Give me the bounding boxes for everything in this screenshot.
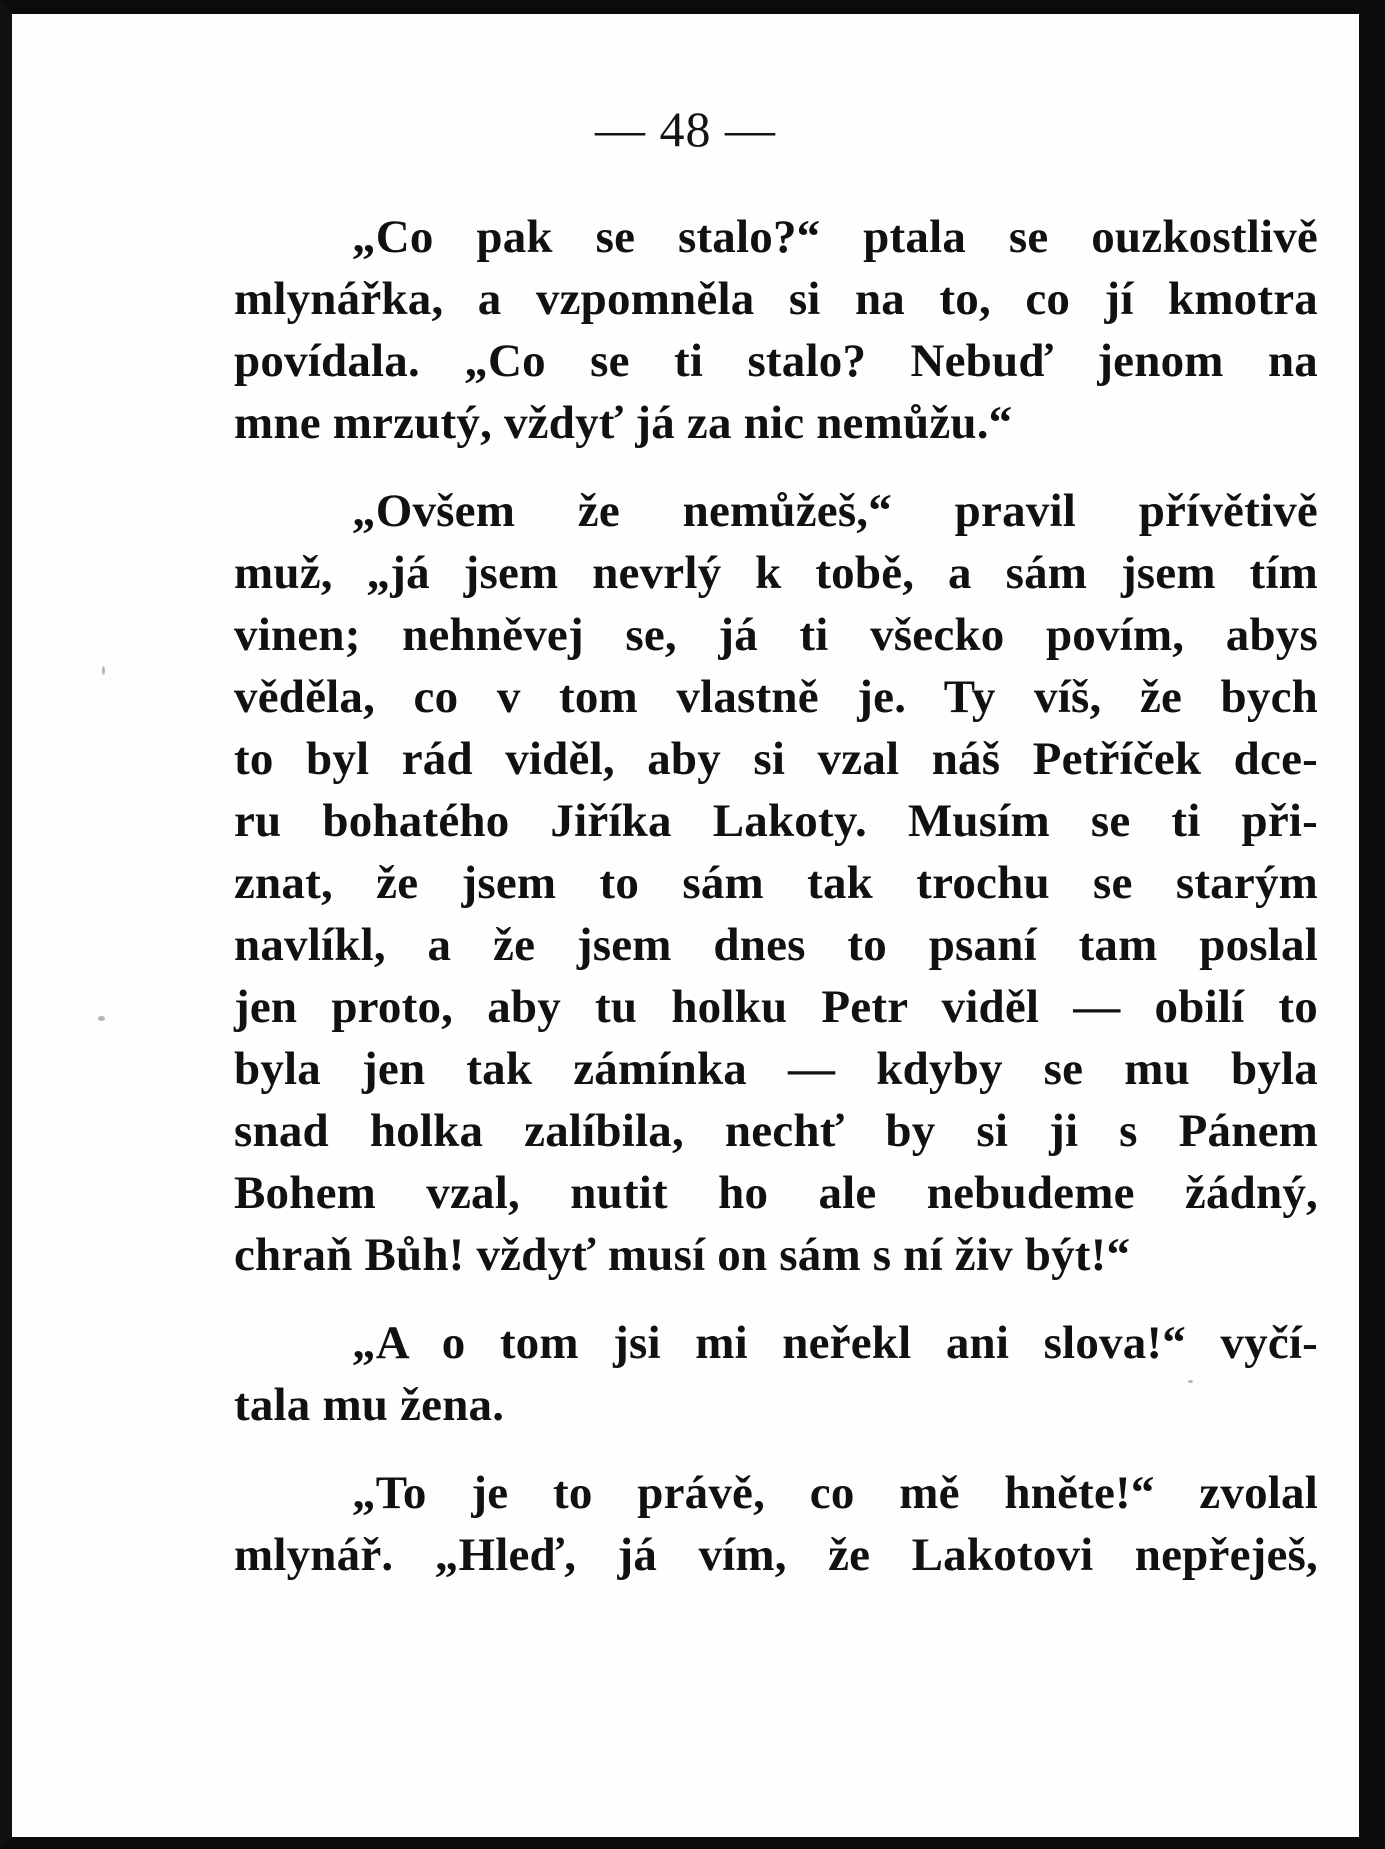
paragraph-3 xyxy=(234,1312,1318,1436)
text-line: muž, „já jsem nevrlý k tobě, a sám jsem tím xyxy=(234,547,1318,599)
text-line: „Ovšem že nemůžeš,“ pravil přívětivě xyxy=(352,485,1318,537)
text-line: „Co pak se stalo?“ ptala se ouzkostlivě xyxy=(352,211,1318,263)
text-line: mlynářka, a vzpomněla si na to, co jí kmotra xyxy=(234,273,1318,325)
paragraph-1 xyxy=(234,206,1318,454)
text-line: znat, že jsem to sám tak trochu se starým xyxy=(234,857,1318,909)
scan-speck xyxy=(1188,1380,1193,1383)
book-page xyxy=(12,14,1359,1837)
text-line: vinen; nehněvej se, já ti všecko povím, abys xyxy=(234,609,1318,661)
paragraph-4 xyxy=(234,1462,1318,1586)
text-line: byla jen tak zámínka — kdyby se mu byla xyxy=(234,1043,1318,1095)
scan-speck xyxy=(98,1016,105,1021)
text-line: mne mrzutý, vždyť já za nic nemůžu.“ xyxy=(234,397,1013,449)
text-line: snad holka zalíbila, nechť by si ji s Pánem xyxy=(234,1105,1318,1157)
paragraph-2 xyxy=(234,480,1318,1286)
text-line: chraň Bůh! vždyť musí on sám s ní živ být!“ xyxy=(234,1229,1131,1281)
text-line: mlynář. „Hleď, já vím, že Lakotovi nepřeješ, xyxy=(234,1529,1318,1581)
text-line: to byl rád viděl, aby si vzal náš Petříček dce- xyxy=(234,733,1318,785)
scan-speck xyxy=(102,666,105,675)
text-line: „To je to právě, co mě hněte!“ zvolal xyxy=(352,1467,1318,1519)
body-text xyxy=(234,206,1318,1612)
text-line: „A o tom jsi mi neřekl ani slova!“ vyčí- xyxy=(352,1317,1318,1369)
page-number: — 48 — xyxy=(595,101,776,157)
text-line: jen proto, aby tu holku Petr viděl — obilí to xyxy=(234,981,1318,1033)
text-line: tala mu žena. xyxy=(234,1379,505,1431)
text-line: povídala. „Co se ti stalo? Nebuď jenom na xyxy=(234,335,1318,387)
text-line: ru bohatého Jiříka Lakoty. Musím se ti při- xyxy=(234,795,1318,847)
text-line: věděla, co v tom vlastně je. Ty víš, že bych xyxy=(234,671,1318,723)
text-line: navlíkl, a že jsem dnes to psaní tam poslal xyxy=(234,919,1318,971)
text-line: Bohem vzal, nutit ho ale nebudeme žádný, xyxy=(234,1167,1318,1219)
